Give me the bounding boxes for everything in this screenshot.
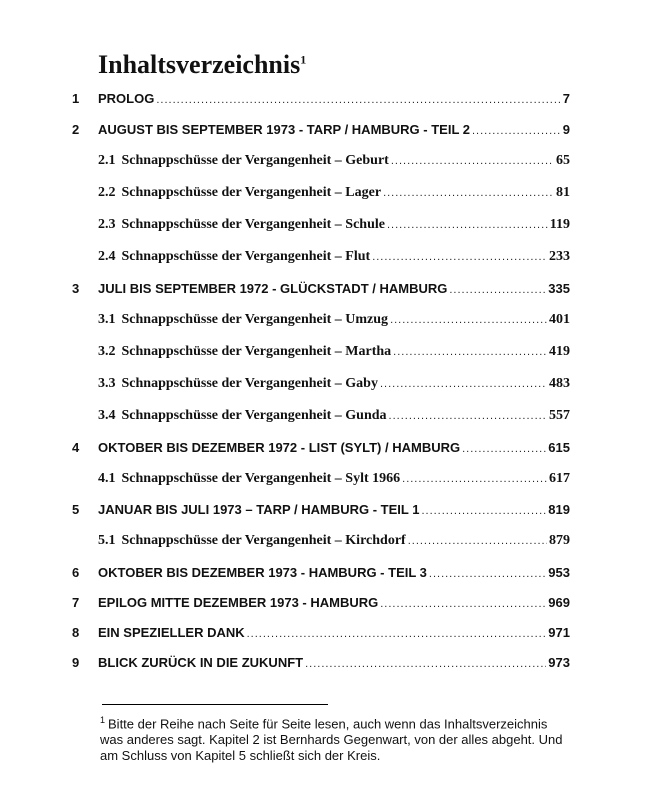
toc-entry-1[interactable] (72, 91, 570, 113)
footnote-text: Bitte der Reihe nach Seite für Seite lesen, auch wenn das Inhaltsverzeichnis was anderes sagt. Kapitel 2 ist Bernhards Gegenwart, von der alles abgeht. Und am Schluss von Kapitel 5 schließt sich der Kreis. (100, 716, 563, 764)
toc-entry-number: 2 (72, 122, 80, 137)
toc-dot-leader (383, 187, 554, 199)
toc-dot-leader (387, 219, 548, 231)
toc-entry-page: 335 (548, 281, 570, 296)
toc-entry-2[interactable] (72, 122, 570, 144)
toc-entry-8[interactable] (72, 625, 570, 647)
toc-entry-number: 2.1 (98, 153, 116, 168)
toc-entry-9[interactable] (72, 655, 570, 677)
toc-entry-page: 557 (549, 408, 570, 423)
toc-entry-title: BLICK ZURÜCK IN DIE ZUKUNFT (98, 655, 304, 670)
toc-entry-4[interactable] (72, 440, 570, 462)
toc-entry-title: Schnappschüsse der Vergangenheit – Flut (121, 249, 371, 264)
toc-entry-page: 879 (549, 533, 570, 548)
toc-entry-title: Schnappschüsse der Vergangenheit – Geburt (121, 153, 389, 168)
toc-entry-title: Schnappschüsse der Vergangenheit – Martha (121, 344, 392, 359)
toc-entry-title: EPILOG MITTE DEZEMBER 1973 - HAMBURG (98, 595, 379, 610)
toc-dot-leader (421, 505, 546, 517)
toc-dot-leader (372, 251, 547, 263)
toc-entry-page: 617 (549, 471, 570, 486)
toc-dot-leader (156, 94, 560, 106)
toc-dot-leader (305, 658, 546, 670)
toc-entry-page: 973 (548, 655, 570, 670)
toc-entry-title: Schnappschüsse der Vergangenheit – Gaby (121, 376, 378, 391)
toc-entry-3-1[interactable] (98, 312, 570, 334)
toc-entry-number: 5 (72, 502, 80, 517)
toc-dot-leader (449, 284, 546, 296)
toc-entry-2-2[interactable] (98, 185, 570, 207)
toc-entry-page: 615 (548, 440, 570, 455)
toc-entry-title: JULI BIS SEPTEMBER 1972 - GLÜCKSTADT / HAMBURG (98, 281, 448, 296)
footnote-separator (102, 704, 328, 705)
toc-entry-page: 483 (549, 376, 570, 391)
toc-entry-2-4[interactable] (98, 249, 570, 271)
toc-entry-page: 401 (549, 312, 570, 327)
toc-entry-5-1[interactable] (98, 533, 570, 555)
toc-entry-3-2[interactable] (98, 344, 570, 366)
toc-dot-leader (429, 568, 546, 580)
toc-entry-page: 953 (548, 565, 570, 580)
toc-entry-page: 9 (562, 122, 570, 137)
toc-entry-number: 6 (72, 565, 80, 580)
toc-entry-number: 2.2 (98, 185, 116, 200)
toc-entry-title: Schnappschüsse der Vergangenheit – Gunda (121, 408, 387, 423)
toc-entry-page: 81 (556, 185, 570, 200)
toc-dot-leader (472, 125, 561, 137)
toc-entry-number: 1 (72, 91, 80, 106)
toc-entry-6[interactable] (72, 565, 570, 587)
toc-entry-2-1[interactable] (98, 153, 570, 175)
toc-entry-title: EIN SPEZIELLER DANK (98, 625, 245, 640)
toc-entry-7[interactable] (72, 595, 570, 617)
toc-dot-leader (402, 473, 547, 485)
toc-entry-title: OKTOBER BIS DEZEMBER 1973 - HAMBURG - TEIL 3 (98, 565, 427, 580)
toc-entry-page: 233 (549, 249, 570, 264)
toc-dot-leader (380, 378, 547, 390)
page-title (98, 50, 306, 80)
toc-entry-title: PROLOG (98, 91, 155, 106)
toc-entry-number: 9 (72, 655, 80, 670)
toc-entry-title: OKTOBER BIS DEZEMBER 1972 - LIST (SYLT) / HAMBURG (98, 440, 461, 455)
toc-entry-number: 3.1 (98, 312, 116, 327)
toc-entry-3-3[interactable] (98, 376, 570, 398)
toc-dot-leader (389, 410, 547, 422)
toc-entry-title: Schnappschüsse der Vergangenheit – Sylt 1966 (121, 471, 401, 486)
toc-entry-number: 3.2 (98, 344, 116, 359)
toc-entry-4-1[interactable] (98, 471, 570, 493)
toc-entry-page: 65 (556, 153, 570, 168)
toc-entry-number: 2.3 (98, 217, 116, 232)
toc-dot-leader (391, 155, 554, 167)
toc-entry-title: Schnappschüsse der Vergangenheit – Lager (121, 185, 382, 200)
toc-entry-number: 5.1 (98, 533, 116, 548)
toc-entry-page: 971 (548, 625, 570, 640)
toc-entry-title: Schnappschüsse der Vergangenheit – Kirchdorf (121, 533, 406, 548)
toc-entry-title: Schnappschüsse der Vergangenheit – Schule (121, 217, 385, 232)
toc-entry-number: 4.1 (98, 471, 116, 486)
toc-dot-leader (390, 314, 547, 326)
toc-entry-number: 7 (72, 595, 80, 610)
toc-entry-title: AUGUST BIS SEPTEMBER 1973 - TARP / HAMBURG - TEIL 2 (98, 122, 470, 137)
toc-entry-page: 819 (548, 502, 570, 517)
title-footnote-mark: 1 (300, 52, 307, 67)
toc-entry-number: 2.4 (98, 249, 116, 264)
toc-dot-leader (247, 628, 547, 640)
toc-entry-title: JANUAR BIS JULI 1973 – TARP / HAMBURG - TEIL 1 (98, 502, 420, 517)
toc-entry-page: 969 (548, 595, 570, 610)
toc-entry-page: 7 (562, 91, 570, 106)
toc-entry-page: 119 (549, 217, 570, 232)
toc-dot-leader (408, 535, 547, 547)
toc-entry-3-4[interactable] (98, 408, 570, 430)
toc-entry-page: 419 (549, 344, 570, 359)
toc-entry-number: 3.4 (98, 408, 116, 423)
toc-entry-number: 8 (72, 625, 80, 640)
toc-entry-number: 4 (72, 440, 80, 455)
footnote (100, 712, 570, 764)
toc-entry-number: 3.3 (98, 376, 116, 391)
toc-dot-leader (462, 443, 546, 455)
toc-entry-number: 3 (72, 281, 80, 296)
toc-entry-title: Schnappschüsse der Vergangenheit – Umzug (121, 312, 389, 327)
toc-dot-leader (380, 598, 546, 610)
title-text: Inhaltsverzeichnis (98, 50, 301, 79)
toc-dot-leader (393, 346, 547, 358)
toc-entry-3[interactable] (72, 281, 570, 303)
footnote-mark: 1 (100, 715, 106, 725)
toc-entry-2-3[interactable] (98, 217, 570, 239)
toc-entry-5[interactable] (72, 502, 570, 524)
